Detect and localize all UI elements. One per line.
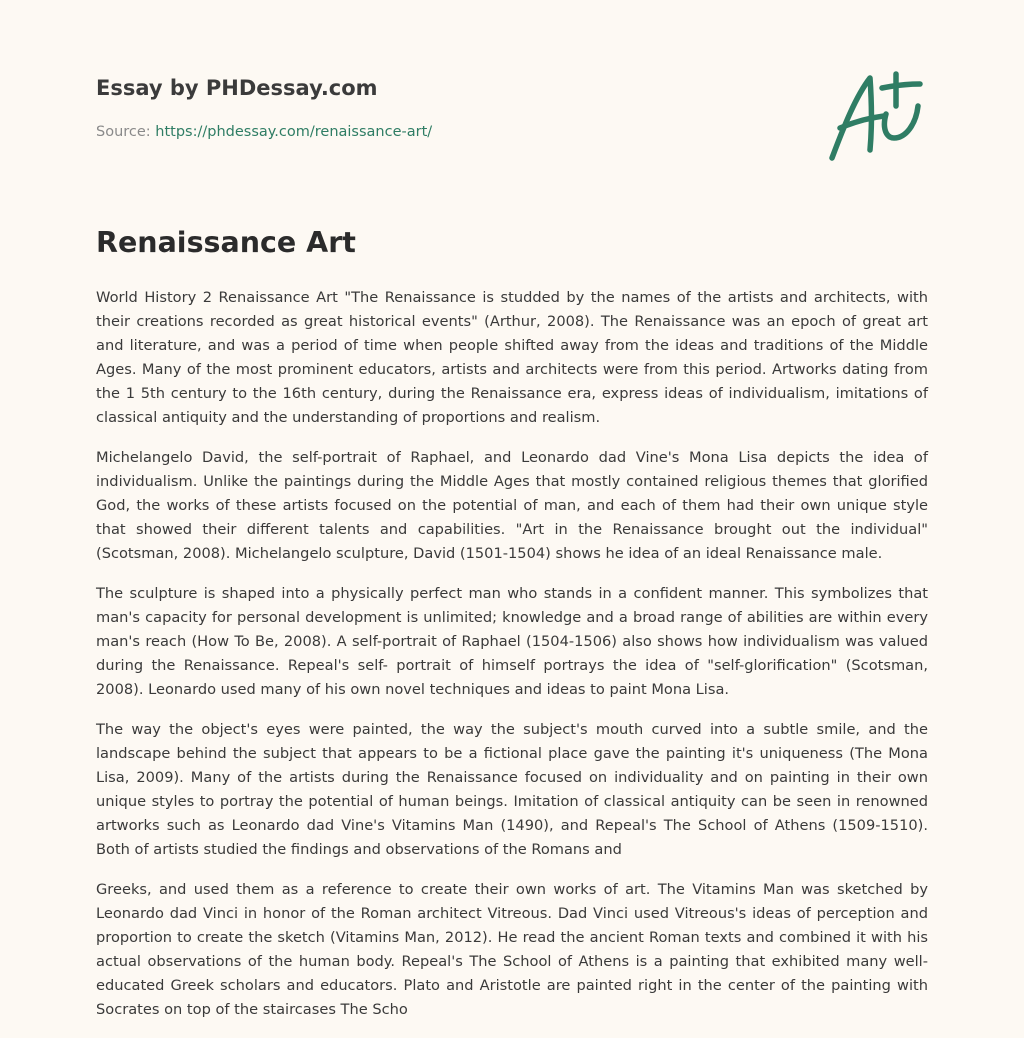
a-plus-logo-icon: [826, 66, 928, 166]
essay-paragraph: The way the object's eyes were painted, the way the subject's mouth curved into a subtle smile, and the landscape behind the subject that appears to be a fictional place gave the painting it's uniqueness (The Mona Lisa, 2009). Many of the artists during the Renaissance focused on individuality and on painting in their own unique styles to portray the potential of human beings. Imitation of classical antiquity can be seen in renowned artworks such as Leonardo dad Vine's Vitamins Man (1490), and Repeal's The School of Athens (1509-1510). Both of artists studied the findings and observations of the Romans and: [96, 721, 928, 858]
essay-paragraph: World History 2 Renaissance Art "The Renaissance is studded by the names of the artists and architects, with their creations recorded as great historical events" (Arthur, 2008). The Renaissance was an epoch of great art and literature, and was a period of time when people shifted away from the ideas and traditions of the Middle Ages. Many of the most prominent educators, artists and architects were from this period. Artworks dating from the 1 5th century to the 16th century, during the Renaissance era, express ideas of individualism, imitations of classical antiquity and the understanding of proportions and realism.: [96, 289, 928, 426]
site-title: Essay by PHDessay.com: [96, 76, 378, 100]
essay-paragraph: The sculpture is shaped into a physically perfect man who stands in a confident manner. This symbolizes that man's capacity for personal development is unlimited; knowledge and a broad range of abilities are within every man's reach (How To Be, 2008). A self-portrait of Raphael (1504-1506) also shows how individualism was valued during the Renaissance. Repeal's self- portrait of himself portrays the idea of "self-glorification" (Scotsman, 2008). Leonardo used many of his own novel techniques and ideas to paint Mona Lisa.: [96, 585, 928, 698]
source-link[interactable]: https://phdessay.com/renaissance-art/: [155, 124, 433, 140]
source-line: [96, 124, 432, 140]
essay-paragraph: Greeks, and used them as a reference to create their own works of art. The Vitamins Man was sketched by Leonardo dad Vinci in honor of the Roman architect Vitreous. Dad Vinci used Vitreous's ideas of perception and proportion to create the sketch (Vitamins Man, 2012). He read the ancient Roman texts and combined it with his actual observations of the human body. Repeal's The School of Athens is a painting that exhibited many well-educated Greek scholars and educators. Plato and Aristotle are painted right in the center of the painting with Socrates on top of the staircases The Scho: [96, 881, 928, 1018]
essay-paragraph: Michelangelo David, the self-portrait of Raphael, and Leonardo dad Vine's Mona Lisa depicts the idea of individualism. Unlike the paintings during the Middle Ages that mostly contained religious themes that glorified God, the works of these artists focused on the potential of man, and each of them had their own unique style that showed their different talents and capabilities. "Art in the Renaissance brought out the individual" (Scotsman, 2008). Michelangelo sculpture, David (1501-1504) shows he idea of an ideal Renaissance male.: [96, 449, 928, 562]
essay-content: [96, 286, 928, 1038]
essay-title: Renaissance Art: [96, 226, 356, 259]
source-label: Source:: [96, 124, 156, 140]
